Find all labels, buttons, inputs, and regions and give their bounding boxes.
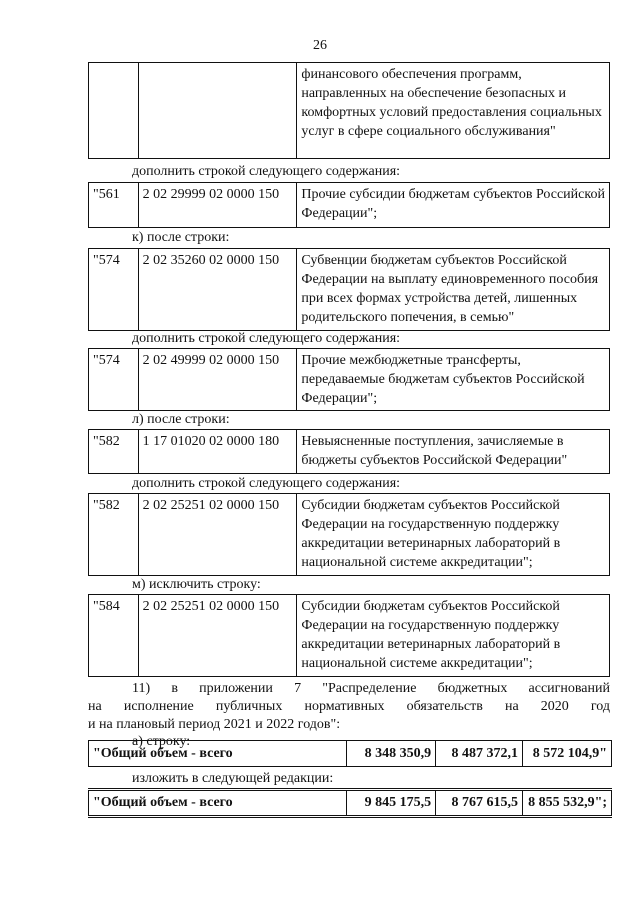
total-2020: 9 845 175,5 (347, 790, 436, 817)
table-row-574-subvention (88, 248, 610, 331)
paragraph-line: и на плановый период 2021 и 2022 годов": (88, 717, 341, 732)
table-row-continuation (88, 62, 610, 159)
cell-name: финансового обеспечения программ, направленных на обеспечение безопасных и комфортных условий предоставления социальных услуг в сфере социального обслуживания" (297, 63, 610, 159)
total-2021: 8 767 615,5 (436, 790, 523, 817)
instruction-add-row: дополнить строкой следующего содержания: (132, 331, 401, 346)
cell-code: "574 (89, 349, 139, 411)
instruction-l-after-row: л) после строки: (132, 412, 230, 427)
cell-name: Прочие межбюджетные трансферты, передаваемые бюджетам субъектов Российской Федерации"; (297, 349, 610, 411)
cell-kbk: 2 02 25251 02 0000 150 (138, 494, 297, 576)
total-row-old (88, 740, 612, 767)
cell-name: Прочие субсидии бюджетам субъектов Российской Федерации"; (297, 183, 610, 228)
cell-kbk: 1 17 01020 02 0000 180 (138, 430, 297, 474)
total-2021: 8 487 372,1 (436, 741, 523, 767)
cell-name: Субсидии бюджетам субъектов Российской Федерации на государственную поддержку аккредитации ветеринарных лабораторий в национальной системе аккредитации"; (297, 494, 610, 576)
cell-code: "582 (89, 494, 139, 576)
table-row-574-transfers (88, 348, 610, 411)
paragraph-line: на исполнение публичных нормативных обязательств на 2020 год (88, 699, 610, 714)
cell-code: "561 (89, 183, 139, 228)
total-label: "Общий объем - всего (89, 741, 347, 767)
instruction-m-exclude-row: м) исключить строку: (132, 577, 261, 592)
cell-name: Невыясненные поступления, зачисляемые в бюджеты субъектов Российской Федерации" (297, 430, 610, 474)
table-row-582-unclarified (88, 429, 610, 474)
cell-kbk: 2 02 29999 02 0000 150 (138, 183, 297, 228)
instruction-replace: изложить в следующей редакции: (132, 771, 334, 786)
instruction-k-after-row: к) после строки: (132, 230, 230, 245)
page-number: 26 (313, 38, 327, 53)
cell-kbk: 2 02 25251 02 0000 150 (138, 595, 297, 677)
paragraph-11 (88, 680, 610, 734)
paragraph-line: 11) в приложении 7 "Распределение бюджетных ассигнований (132, 681, 610, 696)
cell-kbk: 2 02 35260 02 0000 150 (138, 249, 297, 331)
cell-kbk (138, 63, 297, 159)
cell-name: Субвенции бюджетам субъектов Российской Федерации на выплату единовременного пособия при всех формах устройства детей, лишенных родительского попечения, в семью" (297, 249, 610, 331)
cell-code: "582 (89, 430, 139, 474)
table-row-584-accreditation (88, 594, 610, 677)
table-row-582-accreditation (88, 493, 610, 576)
total-2020: 8 348 350,9 (347, 741, 436, 767)
table-row-561 (88, 182, 610, 228)
cell-kbk: 2 02 49999 02 0000 150 (138, 349, 297, 411)
instruction-add-row: дополнить строкой следующего содержания: (132, 476, 401, 491)
total-row-new (88, 788, 612, 818)
cell-code: "584 (89, 595, 139, 677)
cell-code: "574 (89, 249, 139, 331)
total-label: "Общий объем - всего (89, 790, 347, 817)
instruction-add-row: дополнить строкой следующего содержания: (132, 164, 401, 179)
total-2022: 8 855 532,9"; (522, 790, 611, 817)
total-2022: 8 572 104,9" (523, 741, 612, 767)
cell-code (89, 63, 139, 159)
cell-name: Субсидии бюджетам субъектов Российской Федерации на государственную поддержку аккредитации ветеринарных лабораторий в национальной системе аккредитации"; (297, 595, 610, 677)
instruction-a-row: а) строку: (132, 734, 191, 749)
